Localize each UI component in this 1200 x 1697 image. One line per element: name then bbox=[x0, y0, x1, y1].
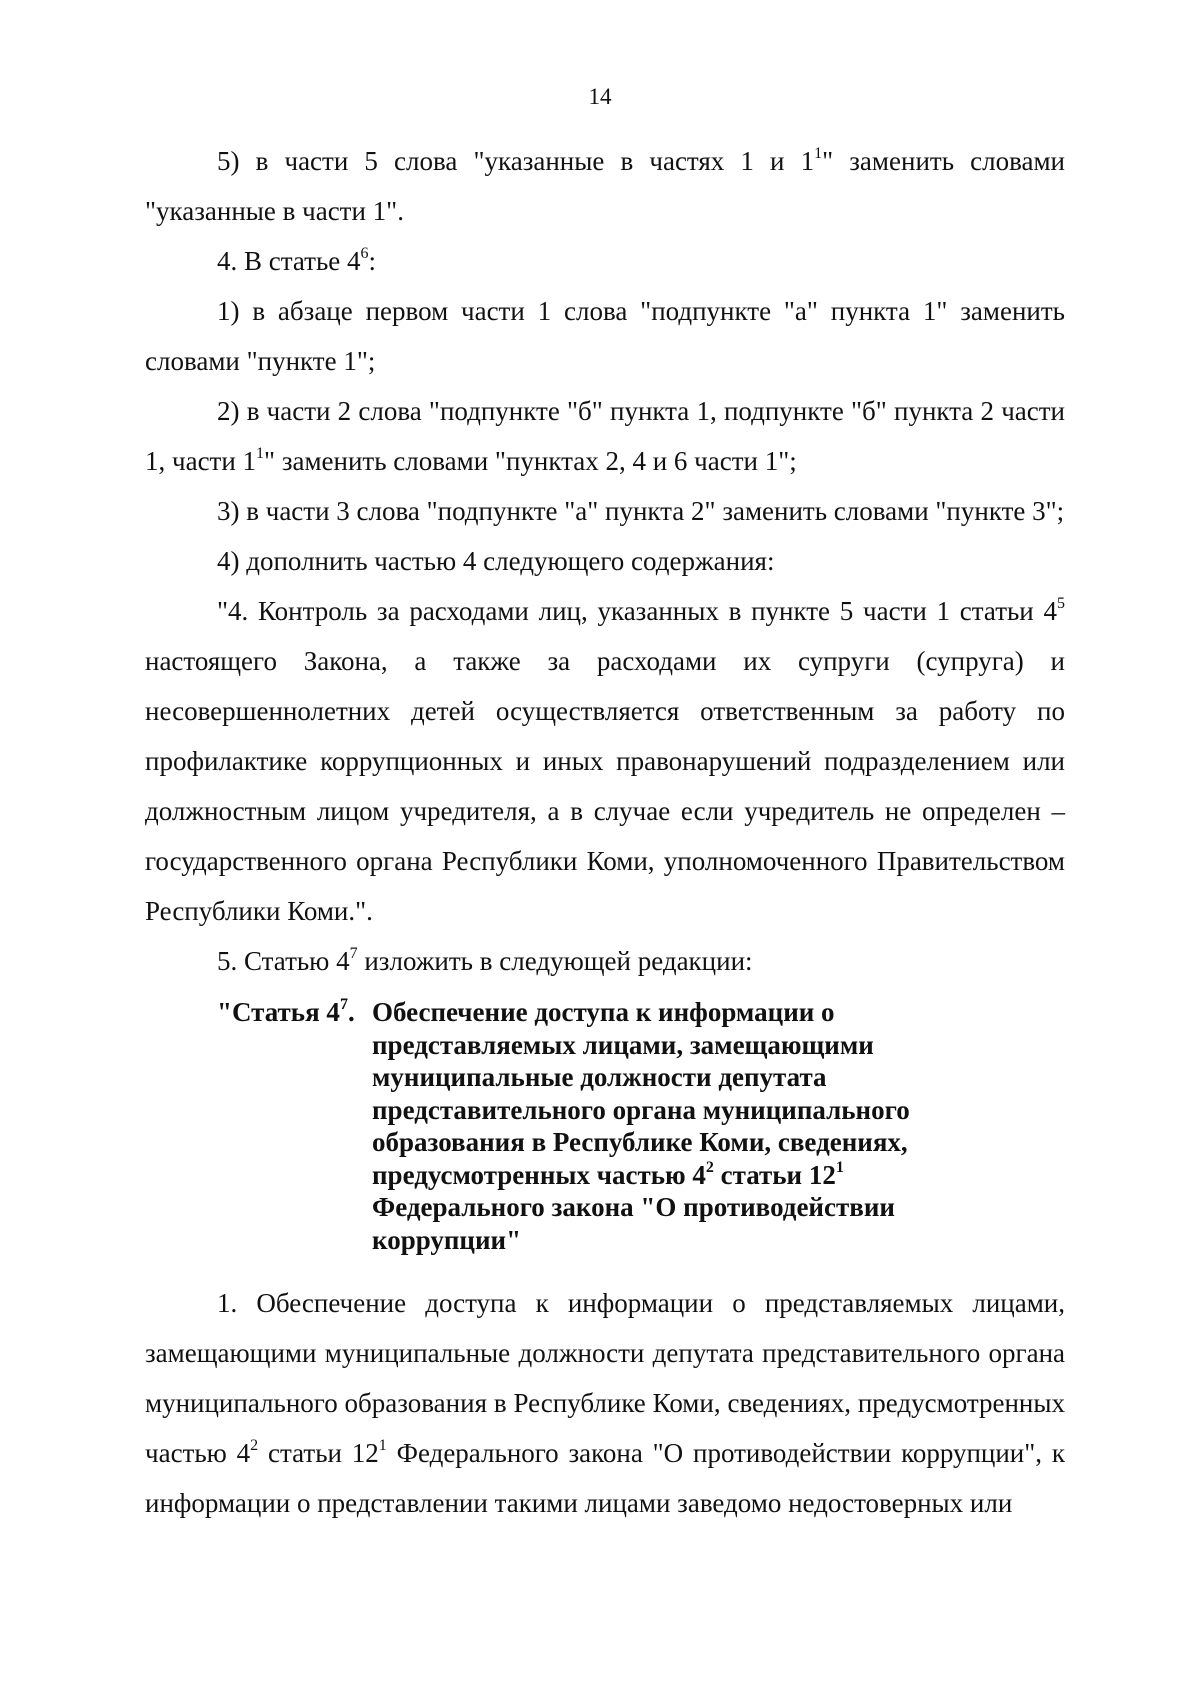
paragraph-amend-part5 bbox=[145, 136, 1065, 236]
superscript: 1 bbox=[256, 445, 265, 462]
article-title bbox=[372, 996, 932, 1256]
superscript: 5 bbox=[1057, 595, 1065, 612]
text-segment: Федерального закона "О противодействии коррупции", к информации о представлении такими лицами заведомо недостоверных или bbox=[145, 1438, 1065, 1518]
superscript: 6 bbox=[360, 245, 369, 262]
paragraph-item-4: 4) дополнить частью 4 следующего содержания: bbox=[217, 546, 775, 576]
text-segment: "Статья 4 bbox=[217, 997, 340, 1027]
document-body bbox=[145, 136, 1065, 1528]
text-segment: 2) в части 2 слова "подпункте "б" пункта 1, подпункте "б" пункта 2 части 1, части 1 bbox=[145, 396, 1065, 476]
superscript: 1 bbox=[835, 1158, 844, 1176]
text-segment: 5) в части 5 слова "указанные в частях 1 и 1 bbox=[217, 146, 815, 176]
text-segment: : bbox=[368, 246, 377, 276]
paragraph-article-46 bbox=[145, 236, 1065, 286]
superscript: 2 bbox=[705, 1158, 714, 1176]
superscript: 2 bbox=[250, 1437, 259, 1454]
paragraph-article-47-part-1 bbox=[145, 1278, 1065, 1528]
article-heading bbox=[217, 996, 1065, 1256]
text-segment: 4. В статье 4 bbox=[217, 246, 361, 276]
text-segment: " заменить словами "указанные в части 1". bbox=[145, 146, 1065, 226]
text-segment: " заменить словами "пунктах 2, 4 и 6 части 1"; bbox=[264, 446, 797, 476]
text-segment: 5. Статью 4 bbox=[217, 946, 350, 976]
paragraph-item-3: 3) в части 3 слова "подпункте "а" пункта 2" заменить словами "пункте 3"; bbox=[217, 496, 1065, 526]
superscript: 7 bbox=[339, 996, 348, 1013]
text-segment: изложить в следующей редакции: bbox=[357, 946, 753, 976]
text-segment: статьи 12 bbox=[713, 1159, 836, 1190]
article-label bbox=[217, 996, 372, 1256]
paragraph-item-2 bbox=[145, 386, 1065, 486]
text-segment: 1. Обеспечение доступа к информации о представляемых лицами, замещающими муниципальные должности депутата представительного органа муниципального образования в Республике Коми, сведениях, предусмотренных частью 4 bbox=[145, 1288, 1065, 1468]
text-segment: настоящего Закона, а также за расходами их супруги (супруга) и несовершеннолетних детей осуществляется ответственным за работу по профилактике коррупционных и иных правонарушений подразделением или должностным лицом учредителя, а в случае если учредитель не определен – государственного органа Республики Коми, уполномоченного Правительством Республики Коми.". bbox=[145, 646, 1065, 926]
paragraph-item-1: 1) в абзаце первом части 1 слова "подпункте "а" пункта 1" заменить словами "пункте 1"; bbox=[145, 296, 1065, 376]
text-segment: Обеспечение доступа к информации о представляемых лицами, замещающими муниципальные должности депутата представительного органа муниципального образования в Республике Коми, сведениях, предусмотренных частью 4 bbox=[372, 997, 910, 1190]
superscript: 7 bbox=[349, 945, 358, 962]
text-segment: статьи 12 bbox=[258, 1438, 379, 1468]
superscript: 1 bbox=[378, 1437, 387, 1454]
text-segment: Федерального закона "О противодействии коррупции" bbox=[372, 1192, 895, 1255]
text-segment: . bbox=[347, 997, 355, 1027]
text-segment: "4. Контроль за расходами лиц, указанных в пункте 5 части 1 статьи 4 bbox=[217, 596, 1057, 626]
paragraph-part-4-text bbox=[145, 586, 1065, 936]
paragraph-article-47 bbox=[145, 936, 1065, 986]
superscript: 1 bbox=[814, 145, 823, 162]
page-number: 14 bbox=[588, 84, 612, 109]
